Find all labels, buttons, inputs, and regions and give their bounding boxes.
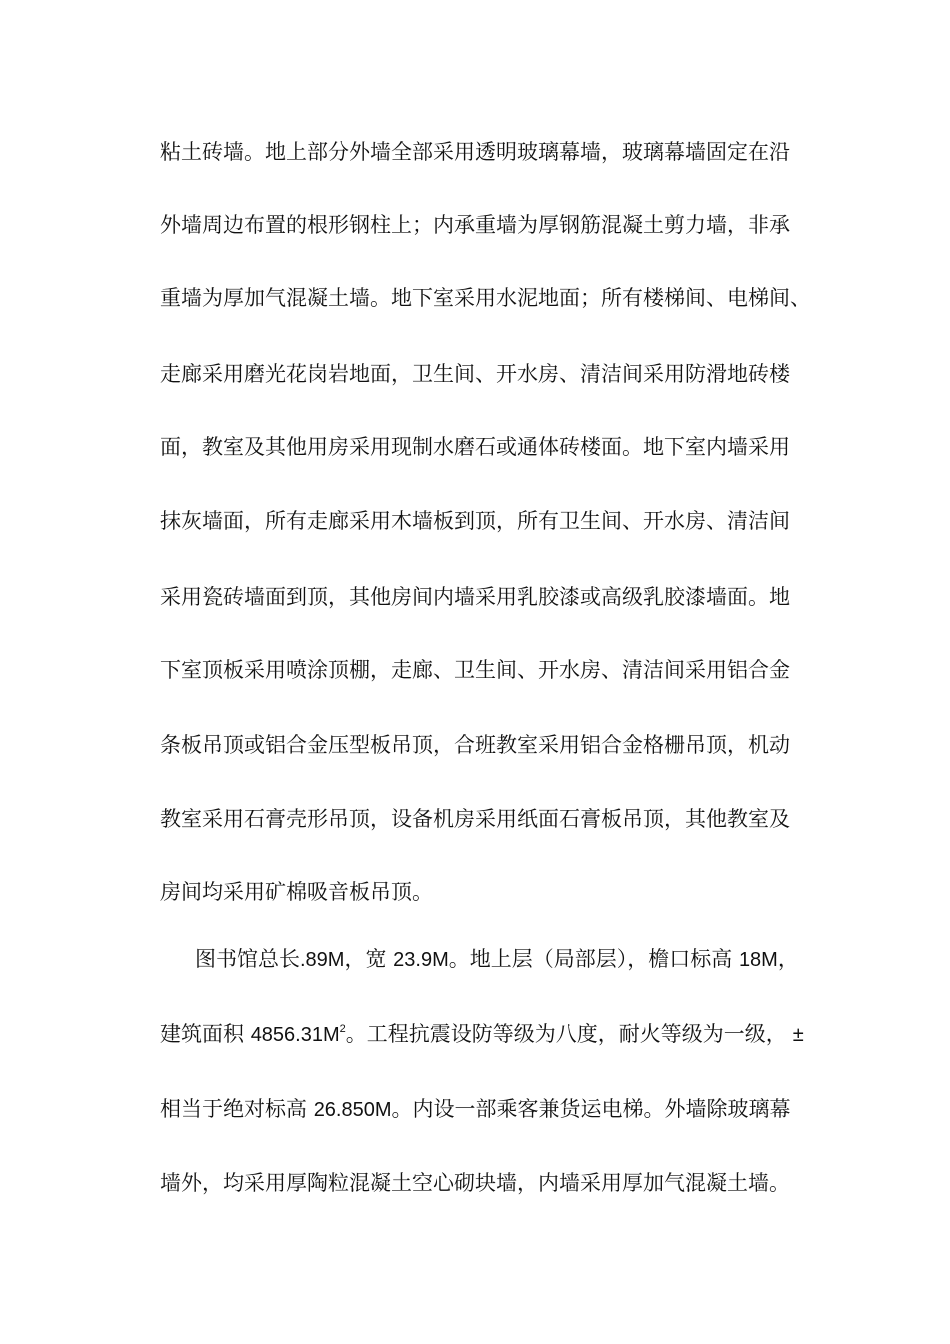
paragraph-1-line-11: 房间均采用矿棉吸音板吊顶。 [160,880,433,904]
paragraph-1-line-4: 走廊采用磨光花岗岩地面，卫生间、开水房、清洁间采用防滑地砖楼 [160,362,790,386]
paragraph-2-line-1 [195,941,895,977]
paragraph-1-line-10: 教室采用石膏壳形吊顶，设备机房采用纸面石膏板吊顶，其他教室及 [160,807,790,831]
area-unit-superscript: 2 [339,1023,346,1035]
text-run: 。地上层（局部层），檐口标高 [448,947,739,971]
paragraph-1-line-9: 条板吊顶或铝合金压型板吊顶，合班教室采用铝合金格栅吊顶，机动 [160,733,790,757]
width-value: 23.9M [393,949,449,971]
paragraph-2-line-2 [160,1016,860,1052]
text-run: 。工程抗震设防等级为八度，耐火等级为一级， [345,1022,787,1046]
length-value: .89M [300,949,345,971]
paragraph-1-line-3: 重墙为厚加气混凝土墙。地下室采用水泥地面；所有楼梯间、电梯间、 [160,286,811,310]
text-run: 建筑面积 [160,1022,251,1046]
area-value: 4856.31M [250,1024,340,1046]
absolute-elevation-value: 26.850M [313,1099,392,1121]
paragraph-1-line-6: 抹灰墙面，所有走廊采用木墙板到顶，所有卫生间、开水房、清洁间 [160,509,790,533]
text-run: 。内设一部乘客兼货运电梯。外墙除玻璃幕 [391,1097,791,1121]
paragraph-1-line-1: 粘土砖墙。地上部分外墙全部采用透明玻璃幕墙，玻璃幕墙固定在沿 [160,140,790,164]
text-run: 图书馆总长 [195,947,300,971]
paragraph-2-line-3 [160,1091,860,1127]
paragraph-1-line-2: 外墙周边布置的根形钢柱上；内承重墙为厚钢筋混凝土剪力墙，非承 [160,213,790,237]
paragraph-2-line-4: 墙外，均采用厚陶粒混凝土空心砌块墙，内墙采用厚加气混凝土墙。 [160,1171,790,1195]
text-run: ，宽 [344,947,394,971]
eave-height-value: 18M [738,949,778,971]
plus-minus-sign: ± [792,1024,804,1046]
paragraph-1-line-5: 面，教室及其他用房采用现制水磨石或通体砖楼面。地下室内墙采用 [160,435,790,459]
text-run: ， [777,947,799,971]
text-run: 相当于绝对标高 [160,1097,314,1121]
paragraph-1-line-7: 采用瓷砖墙面到顶，其他房间内墙采用乳胶漆或高级乳胶漆墙面。地 [160,585,790,609]
paragraph-1-line-8: 下室顶板采用喷涂顶棚，走廊、卫生间、开水房、清洁间采用铝合金 [160,658,790,682]
